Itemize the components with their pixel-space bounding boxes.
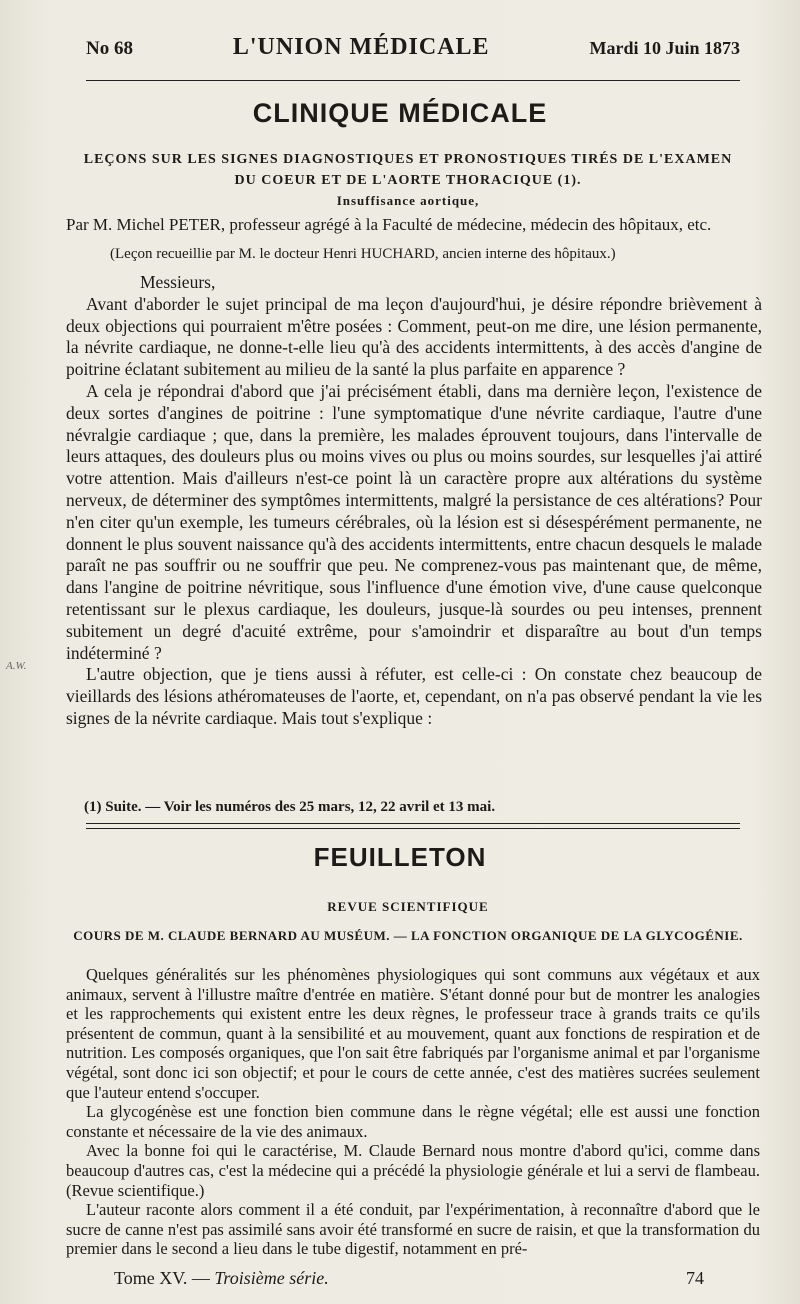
lecture-note: (Leçon recueillie par M. le docteur Henri HUCHARD, ancien interne des hôpitaux.) (110, 246, 616, 262)
section-rule (86, 823, 740, 824)
paragraph: A cela je répondrai d'abord que j'ai précisément établi, dans ma dernière leçon, l'existence de deux sortes d'angines de poitrine : l'une symptomatique d'une névrite cardiaque, l'autre d'une névralgie cardiaque ; que, dans la première, les malades éprouvent toujours, dans l'intervalle de leurs attaques, des douleurs plus ou moins vives ou plus ou moins sourdes, sur lesquelles j'ai attiré votre attention. Mais d'ailleurs n'est-ce point là un caractère propre aux altérations du système nerveux, de déterminer des symptômes intermittents, malgré la persistance de ces altérations? Pour n'en citer qu'un exemple, les tumeurs cérébrales, où la lésion est si désespérément permanente, ne donnent le plus souvent naissance qu'à des accidents intermittents, entre chacun desquels le malade paraît ne pas souffrir ou ne souffrir que peu. Ne comprenez-vous pas maintenant que, de même, dans l'angine de poitrine névritique, sous l'influence d'une émotion vive, d'une cause quelconque retentissant sur le plexus cardiaque, les douleurs, jusque-là sourdes ou peu intenses, prennent subitement un degré d'acuité extrême, pour s'amoindrir et disparaître au bout d'un temps indéterminé ? (66, 380, 762, 663)
feuilleton-subtitle: REVUE SCIENTIFIQUE (327, 899, 489, 914)
header-rule (86, 80, 740, 81)
lecture-subtitle-line1: LEÇONS SUR LES SIGNES DIAGNOSTIQUES ET PRONOSTIQUES TIRÉS DE L'EXAMEN (83, 152, 733, 167)
margin-annotation: A.W. (6, 660, 27, 672)
section-rule-double (86, 828, 740, 829)
salutation: Messieurs, (140, 272, 216, 292)
paragraph: Quelques généralités sur les phénomènes physiologiques qui sont communs aux végétaux et aux animaux, servent à l'illustre maître d'entrée en matière. S'étant donné pour but de montrer les analogies et les rapprochements qui existent entre les deux règnes, le professeur trace à grands traits ce qu'ils présentent de commun, quant à la sensibilité et au mouvement, quant aux fonctions de respiration et de nutrition. Les composés organiques, que l'on sait être fabriqués par l'organisme animal et par l'organisme végétal, sont donc ici son objectif; et pour le cours de cette année, c'est des matières sucrées seulement que l'auteur entend s'occuper. (66, 965, 760, 1102)
paragraph: L'auteur raconte alors comment il a été conduit, par l'expérimentation, à reconnaître d'abord que le sucre de canne n'est pas assimilé sans avoir été transformé en sucre de raisin, et que la transformation du premier dans le second a lieu dans le tube digestif, notamment en pré- (66, 1200, 760, 1259)
page-footer (114, 1268, 704, 1289)
clinique-body (66, 272, 762, 730)
volume-info (114, 1268, 329, 1289)
paragraph: Avec la bonne foi qui le caractérise, M. Claude Bernard nous montre d'abord qu'ici, comme dans beaucoup d'autres cas, c'est la médecine qui a précédé la physiologie générale et lui a servi de flambeau. (Revue scientifique.) (66, 1141, 760, 1200)
paragraph: Avant d'aborder le sujet principal de ma leçon d'aujourd'hui, je désire répondre brièvement à deux objections qui pourraient m'être posées : Comment, peut-on me dire, une lésion permanente, la névrite cardiaque, ne donne-t-elle lieu qu'à des accidents intermittents, à des accès d'angine de poitrine éclatant subitement au milieu de la santé la plus parfaite en apparence ? (66, 293, 762, 380)
feuilleton-body (66, 965, 760, 1259)
journal-title: L'UNION MÉDICALE (232, 34, 490, 60)
paragraph: La glycogénèse est une fonction bien commune dans le règne végétal; elle est aussi une fonction constante et nécessaire de la vie des animaux. (66, 1102, 760, 1141)
clinique-section-title: CLINIQUE MÉDICALE (252, 98, 548, 128)
lecture-subtitle-line3: Insuffisance aortique, (336, 193, 480, 208)
volume-label: Tome XV. — (114, 1268, 210, 1288)
page-number: 74 (686, 1268, 704, 1288)
series-label: Troisième série. (214, 1268, 329, 1288)
issue-date: Mardi 10 Juin 1873 (589, 38, 740, 58)
course-title: COURS DE M. CLAUDE BERNARD AU MUSÉUM. — LA FONCTION ORGANIQUE DE LA GLYCOGÉNIE. (73, 928, 743, 943)
footnote: (1) Suite. — Voir les numéros des 25 mars, 12, 22 avril et 13 mai. (84, 799, 496, 815)
author-line: Par M. Michel PETER, professeur agrégé à la Faculté de médecine, médecin des hôpitaux, etc. (66, 215, 712, 234)
feuilleton-section-title: FEUILLETON (313, 842, 487, 872)
issue-number: No 68 (86, 38, 133, 59)
masthead (86, 34, 740, 74)
paragraph: L'autre objection, que je tiens aussi à réfuter, est celle-ci : On constate chez beaucoup de vieillards des lésions athéromateuses de l'aorte, et, cependant, on n'a pas observé pendant la vie les signes de la névrite cardiaque. Mais tout s'explique : (66, 664, 762, 728)
lecture-subtitle-line2: DU COEUR ET DE L'AORTE THORACIQUE (1). (234, 173, 582, 188)
